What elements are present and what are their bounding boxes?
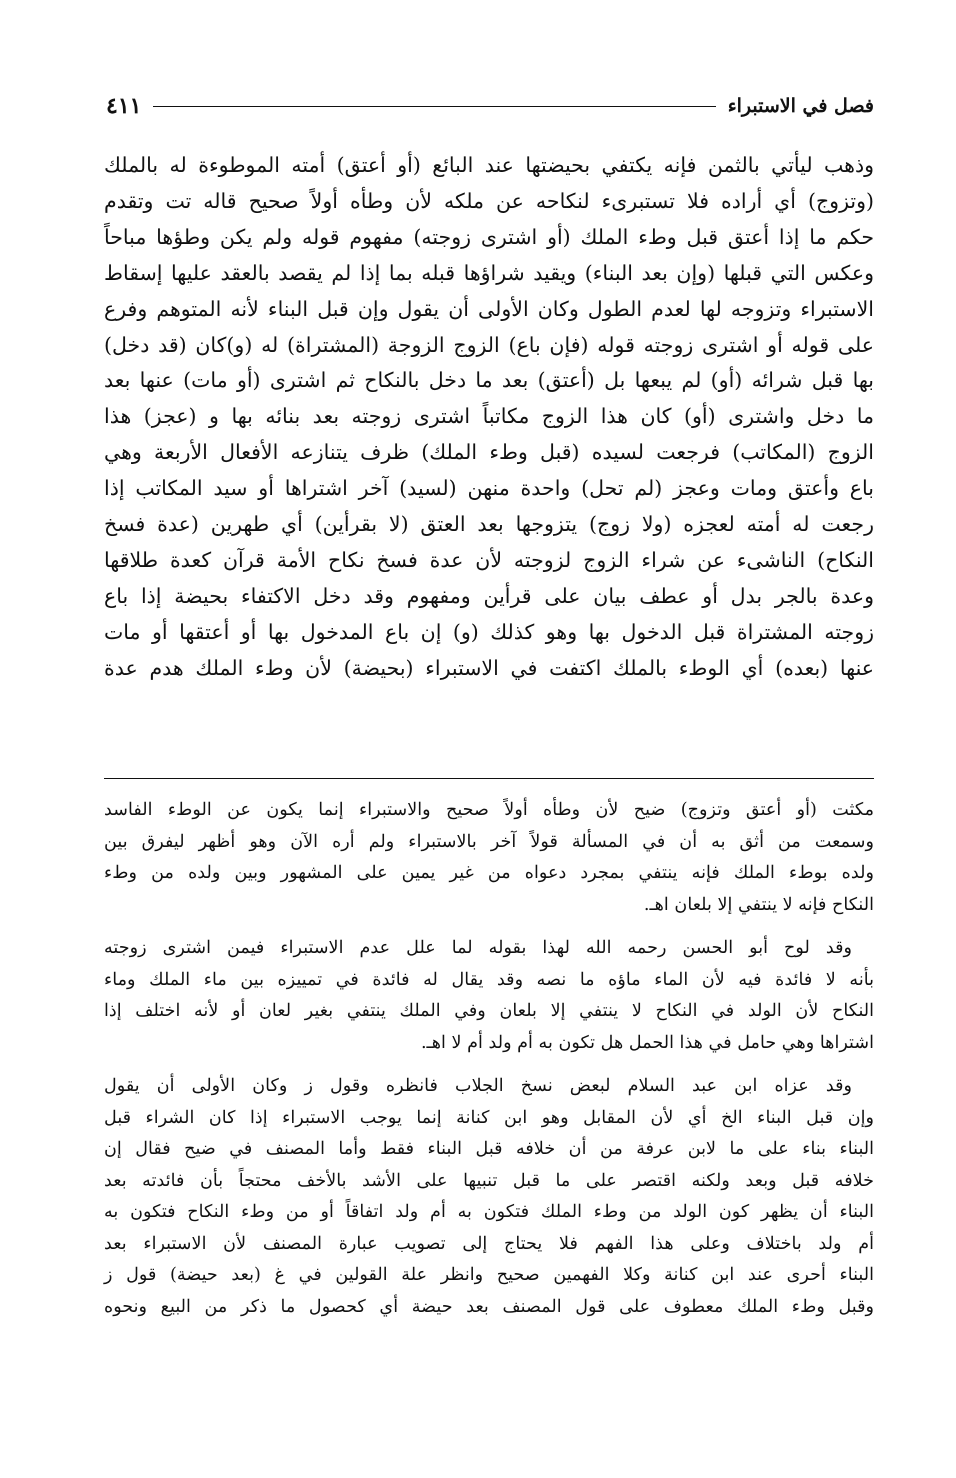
footnote-line: اشتراها وهي حامل في هذا الحمل هل تكون به أم ولد أم لا اهـ. — [420, 1032, 874, 1053]
main-line: باع وأعتق ومات وعجز (لم تحل) واحدة منهن (لسيد) آخر اشتراها أو سيد المكاتب إذا — [104, 476, 874, 501]
footnote-line: النكاح لأن الولد في النكاح لا ينتفي إلا بلعان وفي الملك ينتفي بغير لعان أو لأنه اختلف إذا — [104, 1001, 874, 1021]
main-line: رجعت له أمته لعجزه (ولا زوج) يتزوجها بعد العتق (لا بقرأين) أي طهرين (عدة فسخ — [104, 512, 874, 537]
main-line: عنها (بعده) أي الوطء بالملك اكتفت في الاستبراء (بحيضة) لأن وطء الملك هدم عدة — [104, 655, 874, 680]
main-line: وذهب ليأتي بالثمن فإنه يكتفي بحيضتها عند البائع (أو أعتق) أمته الموطوءة له بالملك — [104, 153, 874, 177]
footnote-paragraph — [104, 933, 874, 1059]
main-line: الاستبراء وتزوجه لها لعدم الطول وكان الأولى أن يقول وإن قبل البناء لأنه المتوهم وفرع — [104, 296, 874, 321]
main-line: (وتزوج) أي أراده فلا تستبرىء لنكاحه عن ملكه لأن وطأه أولاً صحيح قاله تت وتقدم — [104, 188, 874, 213]
page-header — [106, 86, 874, 126]
main-line: حكم ما إذا أعتق قبل وطء الملك (أو اشترى زوجته) مفهوم قوله ولم يكن وطؤها مباحاً — [104, 224, 874, 249]
footnote-line: ولده بوطء الملك فإنه ينتفي بمجرد دعواه من غير يمين على المشهور وبين ولده من وطء — [104, 863, 874, 883]
main-paragraph — [104, 148, 874, 687]
footnote-line: النكاح فإنه لا ينتفي إلا بلعان اهـ. — [643, 894, 874, 915]
main-line: وعدة بالجر بدل أو عطف بيان على قرأين ومفهوم وقد دخل الاكتفاء بحيضة إذا باع — [104, 583, 874, 608]
page-number: ٤١١ — [106, 93, 142, 119]
footnote-line: أم ولد باختلاف وعلى هذا الفهم فلا يحتاج إلى تصويب عبارة المصنف لأن الاستبراء بعد — [104, 1233, 874, 1254]
footnote-line: وقبل وطء الملك معطوف على قول المصنف بعد حيضة أي كحصول ما ذكر من البيع ونحوه — [104, 1296, 874, 1317]
footnote-line: وقد عزاه ابن عبد السلام لبعض نسخ الجلاب فانظره وقول ز وكان الأولى أن يقول — [104, 1076, 852, 1096]
main-line: ما دخل واشترى (أو) كان هذا الزوج مكاتباً اشترى زوجته بعد بنائه بها و (عجز) هذا — [104, 404, 874, 429]
main-line: زوجته المشتراة قبل الدخول بها وهو كذلك (و) إن باع المدخول بها أو أعتقها أو مات — [104, 619, 874, 644]
main-line: الزوج (المكاتب) فرجعت لسيده (قبل وطء الملك) ظرف يتنازعه الأفعال الأربعة وهي — [104, 440, 874, 465]
footnote-divider — [104, 778, 874, 779]
footnote-line: وسمعت من أثق به أن في المسألة قولاً آخر بالاستبراء ولم أره الآن وهو أظهر ليفرق بين — [104, 831, 874, 852]
footnote-line: وقد لوح أبو الحسن رحمه الله لهذا بقوله لما علل عدم الاستبراء فيمن اشترى زوجته — [104, 938, 852, 958]
footnote-line: البناء أحرى عند ابن كنانة وكلا الفهمين صحيح وانظر علة القولين في غ (بعد حيضة) قول ز — [104, 1265, 874, 1285]
footnote-line: البناء أن يظهر كون الولد من وطء الملك فتكون به أم ولد اتفاقاً أو من وطء النكاح فتكون به — [104, 1202, 874, 1222]
footnote-paragraph — [104, 1071, 874, 1323]
footnote-line: مكثت (أو أعتق وتزوج) ضيح لأن وطأه أولاً صحيح والاستبراء إنما يكون عن الوطء الفاسد — [104, 800, 874, 820]
main-text — [104, 148, 874, 687]
footnote-line: خلافه قبل وبعد ولكنه اقتصر على ما قبل تنبيها على الأشد بالأخف محتجاً بأن فائدته بعد — [104, 1170, 874, 1191]
header-rule — [153, 106, 715, 107]
footnote-paragraph — [104, 795, 874, 921]
main-line: النكاح) الناشىء عن شراء الزوج لزوجته لأن عدة فسخ نكاح الأمة قرآن كعدة طلاقها — [104, 547, 874, 572]
main-line: على قوله أو اشترى زوجته قوله (فإن باع) الزوج الزوجة (المشتراة) له (و)كان (قد دخل) — [104, 332, 874, 357]
footnotes — [104, 795, 874, 1335]
main-line: بها قبل شرائه (أو) لم يبعها بل (أعتق) بعد ما دخل بالنكاح ثم اشترى (أو مات) عنها بعد — [104, 368, 874, 393]
footnote-line: بأنه لا فائدة فيه لأن الماء ماؤه ما نصه وقد يقال له فائدة في تمييزه بين ماء الملك وماء — [104, 969, 874, 990]
main-line: وعكس التي قبلها (وإن بعد البناء) ويقيد شراؤها قبله بما إذا لم يقصد بالعقد عليها إسقاط — [104, 260, 874, 285]
footnote-line: البناء بناء على ما لابن عرفة من أن خلافه قبل البناء فقط وأما المصنف في ضيح فقال إن — [104, 1139, 874, 1159]
running-title: فصل في الاستبراء — [727, 95, 874, 117]
footnote-line: وإن قبل البناء الخ أي لأن المقابل وهو ابن كنانة إنما يوجب الاستبراء إذا كان الشراء قبل — [104, 1107, 874, 1128]
